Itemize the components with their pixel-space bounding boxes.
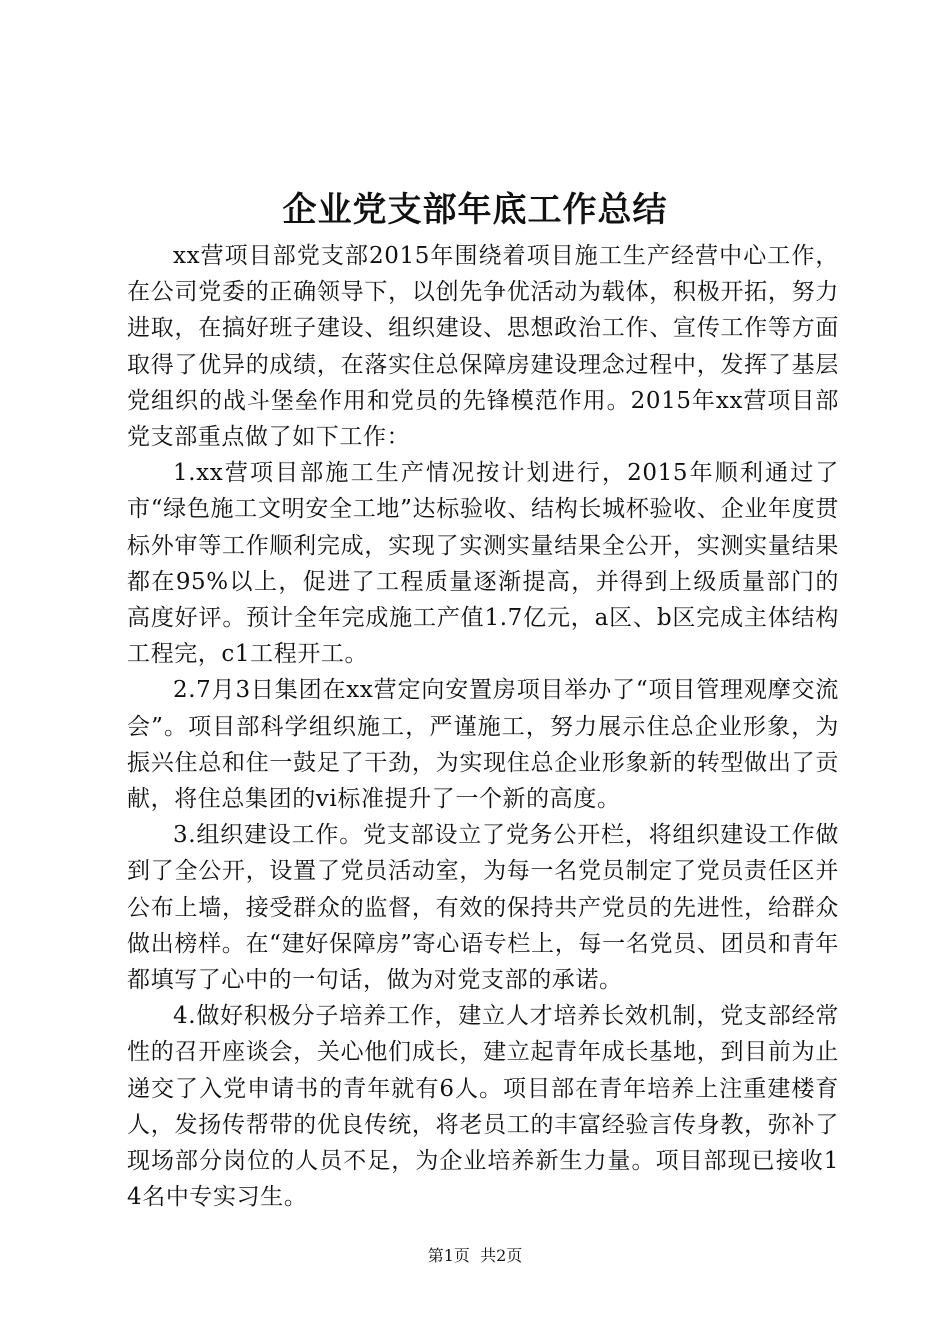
paragraph-item-1: 1.xx营项目部施工生产情况按计划进行，2015年顺利通过了市“绿色施工文明安全工地”达标验收、结构长城杯验收、企业年度贯标外审等工作顺利完成，实现了实测实量结果全公开，实测实量结果都在95%以上，促进了工程质量逐渐提高，并得到上级质量部门的高度好评。预计全年完成施工产值1.7亿元，a区、b区完成主体结构工程完，c1工程开工。: [127, 460, 839, 668]
page-footer: [0, 1245, 950, 1267]
page-number: 第1页: [427, 1246, 470, 1265]
paragraph-item-4: 4.做好积极分子培养工作，建立人才培养长效机制，党支部经常性的召开座谈会，关心他们成长，建立起青年成长基地，到目前为止递交了入党申请书的青年就有6人。项目部在青年培养上注重建楼育人，发扬传帮带的优良传统，将老员工的丰富经验言传身教，弥补了现场部分岗位的人员不足，为企业培养新生力量。项目部现已接收14名中专实习生。: [127, 1003, 839, 1211]
page-total: 共2页: [480, 1246, 523, 1265]
paragraph-item-2: 2.7月3日集团在xx营定向安置房项目举办了“项目管理观摩交流会”。项目部科学组织施工，严谨施工，努力展示住总企业形象，为振兴住总和住一鼓足了干劲，为实现住总企业形象新的转型做出了贡献，将住总集团的vi标准提升了一个新的高度。: [127, 677, 839, 813]
document-title: 企业党支部年底工作总结: [282, 190, 668, 230]
paragraph-item-3: 3.组织建设工作。党支部设立了党务公开栏，将组织建设工作做到了全公开，设置了党员活动室，为每一名党员制定了党员责任区并公布上墙，接受群众的监督，有效的保持共产党员的先进性，给群众做出榜样。在“建好保障房”寄心语专栏上，每一名党员、团员和青年都填写了心中的一句话，做为对党支部的承诺。: [127, 822, 839, 994]
paragraph-intro: xx营项目部党支部2015年围绕着项目施工生产经营中心工作，在公司党委的正确领导下，以创先争优活动为载体，积极开拓，努力进取，在搞好班子建设、组织建设、思想政治工作、宣传工作等方面取得了优异的成绩，在落实住总保障房建设理念过程中，发挥了基层党组织的战斗堡垒作用和党员的先锋模范作用。2015年xx营项目部党支部重点做了如下工作：: [127, 243, 839, 451]
footer-separator: [470, 1246, 480, 1265]
document-body: [127, 238, 839, 1215]
